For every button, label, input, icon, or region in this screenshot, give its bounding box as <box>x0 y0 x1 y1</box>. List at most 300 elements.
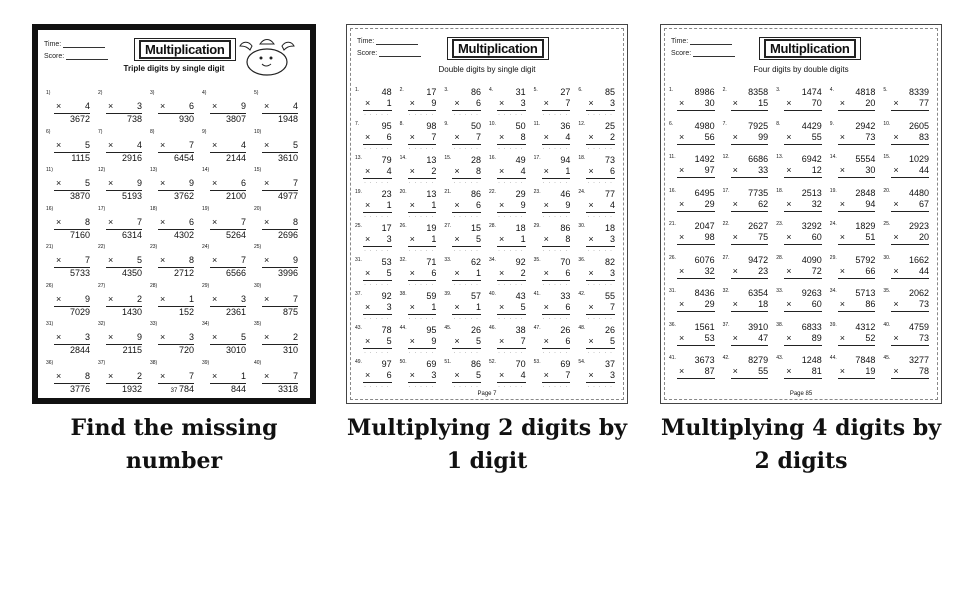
multiplier: 44 <box>918 265 929 276</box>
problem-number: 19) <box>202 205 210 212</box>
multiplier: 15 <box>758 98 769 108</box>
times-sign: × <box>108 101 114 111</box>
times-sign: × <box>679 98 685 108</box>
multiplier: 6 <box>188 216 194 227</box>
multiplicand: 70 <box>560 257 571 267</box>
times-sign: × <box>732 131 738 142</box>
problem-number: 27. <box>444 223 452 229</box>
multiplicand: 4980 <box>694 120 715 131</box>
answer-space: · · · · · <box>453 316 479 322</box>
times-sign: × <box>409 302 415 312</box>
times-sign: × <box>108 139 114 150</box>
times-sign: × <box>454 370 460 380</box>
multiplier-row <box>532 370 577 381</box>
problem-number: 29. <box>533 223 541 229</box>
multiplier-row <box>532 268 577 279</box>
multiplier: 6 <box>609 166 615 176</box>
multiplier: 1 <box>431 234 437 244</box>
multiplicand: 2047 <box>694 221 715 231</box>
multiplicand: 6942 <box>801 154 822 164</box>
problem-cell <box>44 129 96 168</box>
answer-space: · · · · · <box>587 214 613 220</box>
problem-cell <box>442 155 487 189</box>
multiplier-row <box>442 268 487 279</box>
multiplier-row <box>44 178 96 189</box>
answer-line <box>731 244 769 245</box>
problem-cell <box>96 129 148 168</box>
multiplier-row <box>398 268 443 279</box>
multiplicand: 7848 <box>855 355 876 365</box>
times-sign: × <box>786 299 792 309</box>
times-sign: × <box>786 131 792 142</box>
problem-cell <box>442 87 487 121</box>
answer-line <box>838 378 876 379</box>
times-sign: × <box>409 268 415 278</box>
score-field: Score: <box>44 52 108 60</box>
multiplier-row <box>576 302 621 313</box>
multiplier-row <box>487 98 532 109</box>
problem-cell <box>442 223 487 257</box>
product: 3672 <box>69 114 90 124</box>
times-sign: × <box>499 336 505 346</box>
multiplicand: 59 <box>426 291 437 301</box>
product: 3776 <box>69 383 90 394</box>
answer-space: · · · · · <box>542 112 569 118</box>
problem-cell <box>576 189 621 223</box>
multiplier-row <box>487 268 532 279</box>
problem-number: 16) <box>46 205 54 212</box>
times-sign: × <box>893 198 899 209</box>
problem-cell <box>148 167 200 206</box>
problem-number: 15) <box>254 167 262 173</box>
multiplicand: 4759 <box>908 321 929 332</box>
multiplier: 6 <box>431 268 437 278</box>
times-sign: × <box>893 332 899 343</box>
problem-cell <box>881 154 935 188</box>
multiplier-row <box>353 200 398 211</box>
multiplier-row <box>398 200 443 211</box>
problem-number: 9. <box>829 120 834 127</box>
multiplier: 83 <box>918 131 929 142</box>
multiplier-row <box>774 132 828 143</box>
times-sign: × <box>679 366 685 376</box>
multiplier: 4 <box>136 139 142 150</box>
multiplier-row <box>96 255 148 266</box>
multiplier: 1 <box>475 302 481 312</box>
answer-space: · · · · · <box>363 180 390 186</box>
multiplier: 12 <box>811 165 822 175</box>
problem-number: 9. <box>444 121 449 127</box>
multiplier-row <box>442 336 487 347</box>
multiplier-row <box>721 333 775 344</box>
multiplier-row <box>667 333 721 344</box>
stone-mascot-icon <box>238 38 296 78</box>
multiplier: 9 <box>520 200 526 210</box>
problem-number: 43. <box>355 325 362 331</box>
problem-cell <box>487 325 532 359</box>
multiplier: 6 <box>475 98 481 108</box>
problem-cell <box>487 189 532 223</box>
times-sign: × <box>454 234 460 244</box>
multiplicand: 2627 <box>748 221 769 231</box>
problem-cell <box>398 121 443 155</box>
multiplier: 56 <box>704 131 715 142</box>
problem-cell <box>44 90 96 129</box>
multiplicand: 4090 <box>801 254 822 265</box>
problem-cell <box>252 321 304 360</box>
times-sign: × <box>56 293 62 304</box>
problem-number: 28. <box>776 254 784 261</box>
multiplier-row <box>667 366 721 377</box>
multiplicand: 4312 <box>855 321 876 332</box>
score-field: Score: <box>671 49 735 57</box>
problem-number: 4. <box>489 87 494 93</box>
multiplicand: 4480 <box>908 187 929 198</box>
multiplicand: 5792 <box>855 254 876 265</box>
answer-line <box>784 278 822 279</box>
multiplicand: 2942 <box>855 120 876 131</box>
multiplier: 6 <box>188 101 194 111</box>
problem-cell <box>148 129 200 168</box>
problem-cell <box>398 359 443 393</box>
problem-number: 49. <box>355 359 362 365</box>
problem-cell <box>881 322 935 356</box>
multiplier: 5 <box>84 139 90 150</box>
missing-number-blank <box>148 129 200 140</box>
problem-number: 41. <box>669 355 676 361</box>
answer-space: · · · · · <box>453 112 479 118</box>
multiplicand: 69 <box>560 359 571 369</box>
multiplier-row <box>667 199 721 210</box>
multiplier: 7 <box>609 302 615 312</box>
multiplicand: 82 <box>604 257 615 267</box>
problem-number: 36. <box>578 257 586 263</box>
problem-number: 37. <box>722 321 730 328</box>
problem-number: 39) <box>202 359 210 366</box>
problem-cell <box>44 167 96 206</box>
times-sign: × <box>108 255 114 265</box>
problem-cell <box>200 129 252 168</box>
multiplicand: 3277 <box>908 355 929 365</box>
product: 6566 <box>225 268 246 278</box>
multiplicand: 6076 <box>694 254 715 265</box>
problem-number: 41. <box>533 291 541 297</box>
problem-cell <box>828 322 882 356</box>
problem-cell <box>96 321 148 360</box>
times-sign: × <box>365 234 371 244</box>
missing-number-blank <box>44 129 96 140</box>
multiplier-row <box>881 199 935 210</box>
product: 738 <box>126 114 142 124</box>
answer-space: · · · · · <box>497 316 524 322</box>
times-sign: × <box>679 299 685 309</box>
problem-number: 45. <box>444 325 452 331</box>
problem-cell <box>576 257 621 291</box>
problem-number: 25) <box>254 244 262 250</box>
times-sign: × <box>365 98 371 108</box>
multiplier-row <box>667 132 721 143</box>
problem-cell <box>200 167 252 206</box>
problem-cell <box>532 155 577 189</box>
times-sign: × <box>365 268 371 278</box>
product: 4977 <box>277 191 298 201</box>
times-sign: × <box>732 332 738 343</box>
multiplicand: 1662 <box>908 254 929 265</box>
multiplier: 3 <box>609 370 615 380</box>
problem-number: 34. <box>829 288 837 294</box>
page-number: Page 7 <box>477 391 497 397</box>
multiplicand: 1248 <box>801 355 822 365</box>
problem-cell <box>667 121 721 155</box>
product: 6314 <box>121 229 142 240</box>
multiplier: 99 <box>758 131 769 142</box>
problem-number: 42. <box>722 355 730 361</box>
answer-line <box>731 378 769 379</box>
times-sign: × <box>365 132 371 142</box>
problem-cell <box>96 206 148 245</box>
problem-number: 8. <box>399 121 404 127</box>
caption-find-missing-number: Find the missing number <box>70 415 278 474</box>
answer-line <box>838 110 876 111</box>
multiplier: 5 <box>609 336 615 346</box>
problem-cell <box>828 154 882 188</box>
multiplier-row <box>532 132 577 143</box>
problem-cell <box>252 244 304 283</box>
problem-number: 14. <box>829 154 837 160</box>
problem-cell <box>667 288 721 322</box>
problem-cell <box>487 291 532 325</box>
times-sign: × <box>264 178 270 188</box>
problem-cell <box>353 325 398 359</box>
multiplier: 8 <box>475 166 481 176</box>
multiplier: 44 <box>918 165 929 175</box>
answer-space: · · · · · <box>453 146 479 152</box>
multiplier-row <box>828 165 882 176</box>
multiplicand: 1492 <box>694 154 715 164</box>
product: 720 <box>178 345 194 355</box>
answer-line <box>731 144 769 145</box>
product: 3870 <box>69 191 90 201</box>
problem-number: 19. <box>355 189 362 195</box>
problem-cell <box>667 188 721 222</box>
problem-cell <box>200 283 252 322</box>
times-sign: × <box>108 216 114 227</box>
worksheet-title: Multiplication <box>759 37 861 60</box>
times-sign: × <box>264 216 270 227</box>
times-sign: × <box>543 98 549 108</box>
time-field: Time: <box>357 37 418 45</box>
product: 310 <box>282 345 298 355</box>
problem-cell <box>721 322 775 356</box>
times-sign: × <box>588 166 594 176</box>
multiplicand: 6495 <box>694 187 715 198</box>
times-sign: × <box>108 370 114 381</box>
problem-number: 18. <box>578 155 586 161</box>
problem-number: 21) <box>46 244 54 250</box>
problem-number: 30. <box>578 223 586 229</box>
multiplier: 3 <box>84 332 90 342</box>
multiplier-row <box>148 178 200 189</box>
missing-number-blank <box>252 90 304 101</box>
times-sign: × <box>588 302 594 312</box>
multiplicand: 97 <box>381 359 392 369</box>
times-sign: × <box>160 139 166 150</box>
multiplier-row <box>398 98 443 109</box>
answer-line <box>731 311 769 312</box>
multiplier-row <box>576 336 621 347</box>
times-sign: × <box>264 293 270 304</box>
product: 3010 <box>225 345 246 355</box>
answer-space: · · · · · <box>453 214 479 220</box>
multiplicand: 8986 <box>694 87 715 97</box>
times-sign: × <box>56 101 62 111</box>
problem-number: 33) <box>150 321 158 327</box>
problem-cell <box>398 257 443 291</box>
times-sign: × <box>499 166 505 176</box>
multiplier: 19 <box>865 366 876 376</box>
problem-cell <box>487 87 532 121</box>
problem-number: 20. <box>883 187 891 194</box>
problem-cell <box>398 223 443 257</box>
problem-cell <box>353 291 398 325</box>
problem-cell <box>774 221 828 255</box>
problem-cell <box>774 255 828 289</box>
answer-line <box>838 211 876 212</box>
multiplicand: 17 <box>381 223 392 233</box>
times-sign: × <box>160 332 166 342</box>
multiplier-row <box>828 366 882 377</box>
multiplicand: 50 <box>470 121 481 131</box>
problem-cell <box>721 87 775 121</box>
problem-number: 12. <box>578 121 586 127</box>
times-sign: × <box>409 98 415 108</box>
multiplier: 7 <box>188 139 194 150</box>
problem-cell <box>96 244 148 283</box>
multiplicand: 18 <box>515 223 526 233</box>
multiplier: 8 <box>520 132 526 142</box>
problem-cell <box>881 255 935 289</box>
answer-space: · · · · · <box>542 146 569 152</box>
multiplier-row <box>96 217 148 228</box>
times-sign: × <box>454 166 460 176</box>
times-sign: × <box>588 336 594 346</box>
multiplier-row <box>576 268 621 279</box>
multiplicand: 77 <box>604 189 615 199</box>
problem-number: 35) <box>254 321 262 327</box>
problem-cell <box>532 359 577 393</box>
problem-number: 10) <box>254 128 262 135</box>
problem-number: 24. <box>829 221 837 227</box>
times-sign: × <box>893 98 899 108</box>
missing-number-blank <box>44 90 96 101</box>
multiplier: 5 <box>475 234 481 244</box>
multiplier: 3 <box>609 98 615 108</box>
problem-cell <box>721 288 775 322</box>
answer-line <box>784 177 822 178</box>
multiplier: 5 <box>386 336 392 346</box>
problem-number: 53. <box>533 359 541 365</box>
worksheet-subtitle: Double digits by single digit <box>438 65 536 74</box>
multiplicand: 7925 <box>748 120 769 131</box>
multiplier-row <box>353 132 398 143</box>
problem-cell <box>532 291 577 325</box>
worksheet-header <box>347 25 627 89</box>
multiplier-row <box>576 166 621 177</box>
multiplier-row <box>721 199 775 210</box>
multiplier: 70 <box>811 98 822 108</box>
multiplicand: 57 <box>470 291 481 301</box>
problem-cell <box>721 188 775 222</box>
problem-cell <box>667 221 721 255</box>
problem-number: 5) <box>254 90 259 96</box>
multiplier: 77 <box>918 98 929 108</box>
problem-number: 23. <box>776 221 784 227</box>
worksheet-subtitle: Four digits by double digits <box>753 65 849 74</box>
multiplier: 1 <box>431 302 437 312</box>
problem-cell <box>828 255 882 289</box>
multiplier: 81 <box>811 366 822 376</box>
multiplier-row <box>353 166 398 177</box>
times-sign: × <box>679 131 685 142</box>
times-sign: × <box>264 332 270 342</box>
multiplier-row <box>442 234 487 245</box>
multiplier: 32 <box>704 265 715 276</box>
multiplier: 23 <box>758 265 769 276</box>
multiplier: 9 <box>136 332 142 342</box>
multiplicand: 26 <box>604 325 615 335</box>
multiplicand: 86 <box>560 223 571 233</box>
problem-number: 23. <box>533 189 541 195</box>
multiplier: 32 <box>811 198 822 209</box>
problem-cell <box>667 355 721 389</box>
multiplicand: 36 <box>560 121 571 131</box>
multiplicand: 92 <box>515 257 526 267</box>
multiplier: 6 <box>565 302 571 312</box>
multiplier-row <box>96 332 148 343</box>
multiplier-row <box>721 165 775 176</box>
multiplier-row <box>442 200 487 211</box>
multiplicand: 62 <box>470 257 481 267</box>
multiplier: 1 <box>431 200 437 210</box>
multiplier-row <box>200 332 252 343</box>
multiplicand: 8339 <box>908 87 929 97</box>
answer-space: · · · · · <box>453 350 479 356</box>
multiplier-row <box>252 178 304 189</box>
multiplier-row <box>44 217 96 228</box>
problem-number: 50. <box>399 359 407 365</box>
product: 3318 <box>277 383 298 394</box>
multiplier-row <box>576 234 621 245</box>
answer-space: · · · · · <box>497 384 524 390</box>
problem-number: 38) <box>150 359 158 366</box>
times-sign: × <box>679 265 685 276</box>
problem-cell <box>532 223 577 257</box>
problem-number: 7. <box>355 121 360 127</box>
multiplier-row <box>576 200 621 211</box>
problem-cell <box>353 189 398 223</box>
multiplier: 20 <box>865 98 876 108</box>
multiplier-row <box>532 98 577 109</box>
times-sign: × <box>212 370 218 381</box>
problem-grid <box>667 87 935 389</box>
multiplier-row <box>576 98 621 109</box>
product: 4350 <box>121 268 142 278</box>
problem-cell <box>774 322 828 356</box>
multiplier: 51 <box>865 232 876 242</box>
multiplier: 9 <box>431 98 437 108</box>
product: 1115 <box>71 152 90 163</box>
problem-cell <box>881 221 935 255</box>
